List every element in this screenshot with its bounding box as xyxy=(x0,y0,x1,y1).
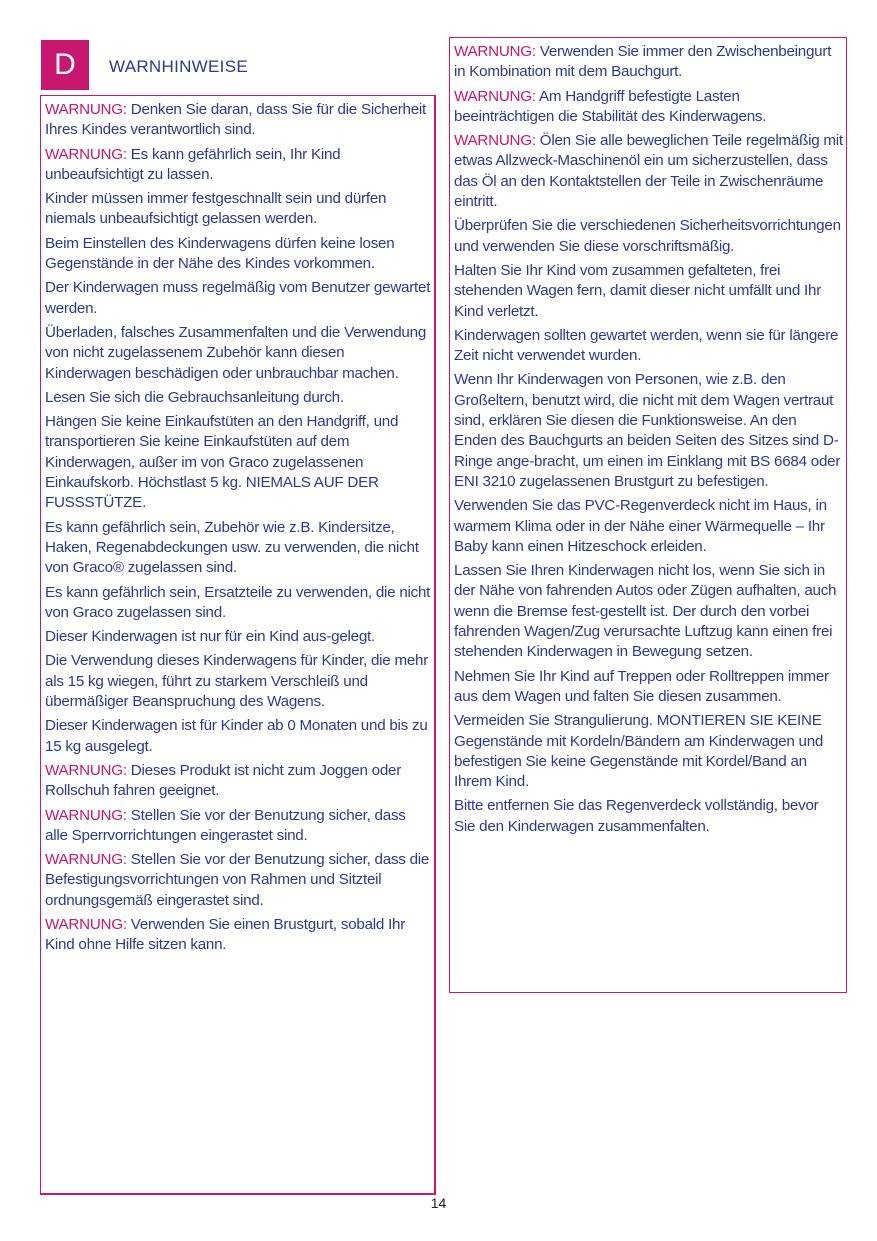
warning-paragraph xyxy=(454,216,843,257)
warning-paragraph xyxy=(45,761,431,802)
warning-paragraph xyxy=(454,261,843,322)
warning-paragraph xyxy=(45,716,431,757)
warning-text: Überprüfen Sie die verschiedenen Sicherheitsvorrichtungen und verwenden Sie diese vorschriftsmäßig. xyxy=(454,217,841,255)
warning-label: WARNUNG: xyxy=(454,43,536,60)
warning-paragraph xyxy=(45,278,431,319)
warning-text: Kinder müssen immer festgeschnallt sein und dürfen niemals unbeaufsichtigt gelassen werden. xyxy=(45,190,387,228)
warning-paragraph xyxy=(454,561,843,662)
warning-text: Hängen Sie keine Einkaufstüten an den Handgriff, und transportieren Sie keine Einkaufstüten auf dem Kinderwagen, außer im von Graco zugelassenen Einkaufskorb. Höchstlast 5 kg. NIEMALS AUF DER FUSSSTÜTZE. xyxy=(45,413,399,512)
warning-paragraph xyxy=(454,326,843,367)
warning-text: Verwenden Sie immer den Zwischenbeingurt in Kombination mit dem Bauchgurt. xyxy=(454,43,832,81)
warning-text: Es kann gefährlich sein, Ersatzteile zu verwenden, die nicht von Graco zugelassen sind. xyxy=(45,583,431,621)
warning-label: WARNUNG: xyxy=(45,806,127,824)
warning-text: Verwenden Sie das PVC-Regenverdeck nicht im Haus, in warmem Klima oder in der Nähe einer Wärmequelle – Ihr Baby kann einen Hitzeschock erleiden. xyxy=(454,497,827,555)
warning-label: WARNUNG: xyxy=(45,101,127,118)
page-number: 14 xyxy=(430,1195,447,1211)
warning-label: WARNUNG: xyxy=(45,145,127,163)
warning-text: Lesen Sie sich die Gebrauchsanleitung durch. xyxy=(45,388,344,406)
warning-paragraph xyxy=(45,518,431,579)
warning-text: Stellen Sie vor der Benutzung sicher, dass alle Sperrvorrichtungen eingerastet sind. xyxy=(45,806,406,844)
warning-text: Kinderwagen sollten gewartet werden, wenn sie für längere Zeit nicht verwendet wurden. xyxy=(454,326,839,365)
warning-text: Überladen, falsches Zusammenfalten und die Verwendung von nicht zugelassenem Zubehör kann diesen Kinderwagen beschädigen oder unbrauchbar machen. xyxy=(45,323,427,382)
warning-paragraph xyxy=(45,323,431,384)
section-title: WARNHINWEISE xyxy=(109,57,248,76)
warning-paragraph xyxy=(45,412,431,513)
warning-text: Der Kinderwagen muss regelmäßig vom Benutzer gewartet werden. xyxy=(45,279,431,317)
warning-paragraph xyxy=(45,388,431,408)
warning-text: Bitte entfernen Sie das Regenverdeck vollständig, bevor Sie den Kinderwagen zusammenfalten. xyxy=(454,797,819,835)
warning-text: Stellen Sie vor der Benutzung sicher, dass die Befestigungsvorrichtungen von Rahmen und Sitzteil ordnungsgemäß eingerastet sind. xyxy=(45,851,430,909)
right-warnings-box xyxy=(449,37,847,993)
warning-text: Beim Einstellen des Kinderwagens dürfen keine losen Gegenstände in der Nähe des Kindes vorkommen. xyxy=(45,234,395,273)
warning-text: Lassen Sie Ihren Kinderwagen nicht los, wenn Sie sich in der Nähe von fahrenden Autos oder Zügen aufhalten, auch wenn die Bremse fest-gestellt ist. Der durch den vorbei fahrenden Wagen/Zug verursachte Luftzug kann einen frei stehenden Kinderwagen in Bewegung setzen. xyxy=(454,562,837,661)
warning-text: Vermeiden Sie Strangulierung. MONTIEREN SIE KEINE Gegenstände mit Kordeln/Bändern am Kinderwagen und befestigen Sie keine Gegenstände mit Kordel/Band an Ihrem Kind. xyxy=(454,712,824,791)
warning-text: Es kann gefährlich sein, Zubehör wie z.B. Kindersitze, Haken, Regenabdeckungen usw. zu verwenden, die nicht von Graco® zugelassen sind. xyxy=(45,518,419,577)
warning-paragraph xyxy=(454,87,843,128)
warning-paragraph xyxy=(454,711,843,792)
warning-text: Es kann gefährlich sein, Ihr Kind unbeaufsichtigt zu lassen. xyxy=(45,145,341,183)
warning-text: Am Handgriff befestigte Lasten beeinträchtigen die Stabilität des Kinderwagens. xyxy=(454,87,767,125)
section-letter-badge: D xyxy=(41,40,89,90)
warning-text: Halten Sie Ihr Kind vom zusammen gefalteten, frei stehenden Wagen fern, damit dieser nicht umfällt und Ihr Kind verletzt. xyxy=(454,261,822,320)
warning-paragraph xyxy=(45,583,431,624)
warning-paragraph xyxy=(454,131,843,212)
warning-paragraph xyxy=(45,189,431,230)
warning-text: Die Verwendung dieses Kinderwagens für Kinder, die mehr als 15 kg wiegen, führt zu starkem Verschleiß und übermäßiger Beanspruchung des Wagens. xyxy=(45,652,429,711)
warning-label: WARNUNG: xyxy=(454,87,536,105)
warning-paragraph xyxy=(454,370,843,492)
warning-text: Wenn Ihr Kinderwagen von Personen, wie z.B. den Großeltern, benutzt wird, die nicht mit dem Wagen vertraut sind, erklären Sie diesen die Funktionsweise. An den Enden des Bauchgurts an beiden Seiten des Sitzes sind D-Ringe ange-bracht, um einen im Einklang mit BS 6684 oder ENI 3210 zugelassenen Brustgurt zu befestigen. xyxy=(454,371,841,490)
warning-text: Dieser Kinderwagen ist nur für ein Kind aus-gelegt. xyxy=(45,628,375,646)
warning-paragraph xyxy=(454,667,843,708)
warning-paragraph xyxy=(454,496,843,557)
warning-paragraph xyxy=(454,42,843,83)
warning-paragraph xyxy=(454,796,843,837)
warning-paragraph xyxy=(45,234,431,275)
warning-paragraph xyxy=(45,627,431,647)
warning-paragraph xyxy=(45,651,431,712)
warning-paragraph xyxy=(45,806,431,847)
warning-label: WARNUNG: xyxy=(45,915,127,933)
warning-label: WARNUNG: xyxy=(45,761,127,779)
warning-text: Dieses Produkt ist nicht zum Joggen oder Rollschuh fahren geeignet. xyxy=(45,761,402,800)
warning-paragraph xyxy=(45,100,431,141)
warning-text: Nehmen Sie Ihr Kind auf Treppen oder Rolltreppen immer aus dem Wagen und falten Sie diesen zusammen. xyxy=(454,667,829,705)
section-header xyxy=(41,40,248,90)
warning-paragraph xyxy=(45,145,431,186)
left-warnings-box xyxy=(40,95,436,1195)
warning-text: Denken Sie daran, dass Sie für die Sicherheit Ihres Kindes verantwortlich sind. xyxy=(45,101,426,139)
warning-text: Verwenden Sie einen Brustgurt, sobald Ihr Kind ohne Hilfe sitzen kann. xyxy=(45,915,406,954)
warning-label: WARNUNG: xyxy=(45,851,127,869)
warning-text: Dieser Kinderwagen ist für Kinder ab 0 Monaten und bis zu 15 kg ausgelegt. xyxy=(45,717,428,755)
warning-label: WARNUNG: xyxy=(454,132,536,150)
warning-paragraph xyxy=(45,850,431,911)
warning-text: Ölen Sie alle beweglichen Teile regelmäßig mit etwas Allzweck-Maschinenöl ein um sicherzustellen, dass das Öl an den Kontaktstellen der Teile in Zwischenräume eintritt. xyxy=(454,132,843,211)
warning-paragraph xyxy=(45,915,431,956)
